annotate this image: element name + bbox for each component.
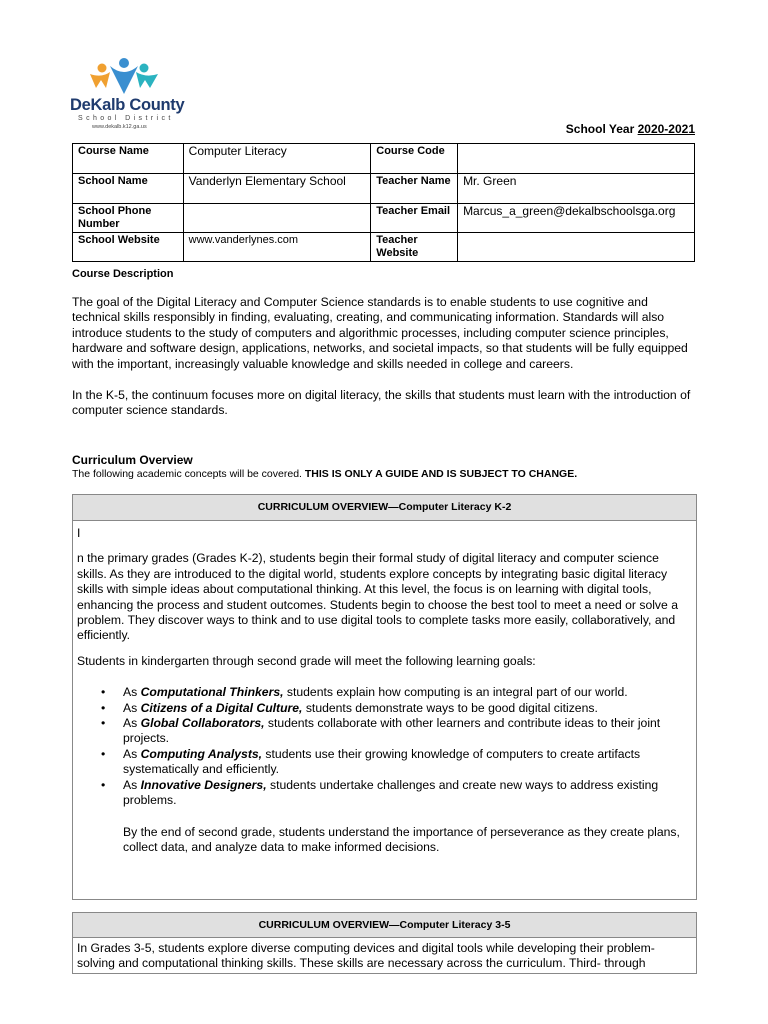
school-website-label: School Website — [73, 233, 184, 262]
stray-letter: I — [77, 526, 81, 540]
school-year — [566, 122, 695, 136]
teacher-website-label: Teacher Website — [371, 233, 458, 262]
logo-url: www.dekalb.k12.ga.us — [92, 124, 147, 130]
school-phone-label: School Phone Number — [73, 204, 184, 233]
logo-subtitle: School District — [78, 115, 174, 122]
teacher-name-label: Teacher Name — [371, 174, 458, 204]
course-code-label: Course Code — [371, 144, 458, 174]
teacher-email-value[interactable]: Marcus_a_green@dekalbschoolsga.org — [458, 204, 695, 233]
teacher-email-label: Teacher Email — [371, 204, 458, 233]
course-description-para1: The goal of the Digital Literacy and Computer Science standards is to enable students to use cognitive and technical skills responsibly in finding, evaluating, creating, and communicating information. Standards will also introduce students to the study of computers and algorithmic processes, including computer science principles, hardware and software design, applications, networks, and societal impacts, so that students will be fully equipped with the important, increasingly valuable knowledge and skills needed in college and careers. — [72, 295, 688, 371]
school-name-label: School Name — [73, 174, 184, 204]
list-item: • As Computational Thinkers, students explain how computing is an integral part of our world. — [77, 685, 692, 700]
school-website-value[interactable]: www.vanderlynes.com — [183, 233, 371, 262]
course-name-label: Course Name — [73, 144, 184, 174]
curriculum-box-k2 — [72, 494, 697, 900]
list-item: • As Global Collaborators, students collaborate with other learners and contribute ideas to their joint projects. — [77, 716, 692, 747]
k2-closing: By the end of second grade, students understand the importance of perseverance as they create plans, collect data, and analyze data to make informed decisions. — [123, 824, 680, 854]
list-item: • As Innovative Designers, students undertake challenges and create new ways to address existing problems. — [77, 778, 692, 809]
box35-para1: In Grades 3-5, students explore diverse computing devices and digital tools while developing their problem-solving and computational thinking skills. These skills are necessary across the curriculum. Third- through — [77, 941, 655, 971]
course-name-value: Computer Literacy — [183, 144, 371, 174]
curriculum-overview-warning: THIS IS ONLY A GUIDE AND IS SUBJECT TO CHANGE. — [304, 468, 578, 480]
teacher-website-value — [458, 233, 695, 262]
curriculum-overview-heading: Curriculum Overview — [72, 453, 193, 467]
course-description-para2: In the K-5, the continuum focuses more on digital literacy, the skills that students must learn with the introduction of computer science standards. — [72, 388, 691, 418]
list-item: • As Citizens of a Digital Culture, students demonstrate ways to be good digital citizens. — [77, 701, 692, 716]
k2-para2: Students in kindergarten through second grade will meet the following learning goals: — [77, 653, 536, 668]
school-name-value: Vanderlyn Elementary School — [183, 174, 371, 204]
logo-title: DeKalb County — [70, 96, 185, 114]
course-info-table — [72, 143, 695, 262]
curriculum-box-k2-header: CURRICULUM OVERVIEW—Computer Literacy K-2 — [73, 495, 696, 521]
teacher-name-value: Mr. Green — [458, 174, 695, 204]
school-year-value: 2020-2021 — [637, 122, 695, 136]
school-phone-value — [183, 204, 371, 233]
curriculum-box-k2-body — [73, 526, 696, 855]
people-logo-icon — [88, 58, 160, 98]
list-item: • As Computing Analysts, students use their growing knowledge of computers to create artifacts systematically and efficiently. — [77, 747, 692, 778]
course-description-heading: Course Description — [72, 268, 174, 280]
course-code-value — [458, 144, 695, 174]
learning-goals-list — [77, 685, 692, 808]
curriculum-box-35-header: CURRICULUM OVERVIEW—Computer Literacy 3-5 — [73, 913, 696, 938]
curriculum-overview-intro-text: The following academic concepts will be covered. — [72, 468, 305, 480]
curriculum-overview-intro — [72, 468, 577, 480]
district-logo — [70, 58, 185, 138]
school-year-label: School Year — [565, 122, 635, 136]
k2-para1: n the primary grades (Grades K-2), students begin their formal study of digital literacy and computer science skills. As they are introduced to the digital world, students explore concepts by integrating basic digital literacy skills with simple ideas about computational thinking. At this level, the focus is on learning with digital tools, enhancing the process and student outcomes. Students begin to choose the best tool to meet a need or solve a problem. They discover ways to think and to use digital tools to complete tasks more easily, collaboratively, and efficiently. — [77, 551, 678, 643]
curriculum-box-35 — [72, 912, 697, 974]
